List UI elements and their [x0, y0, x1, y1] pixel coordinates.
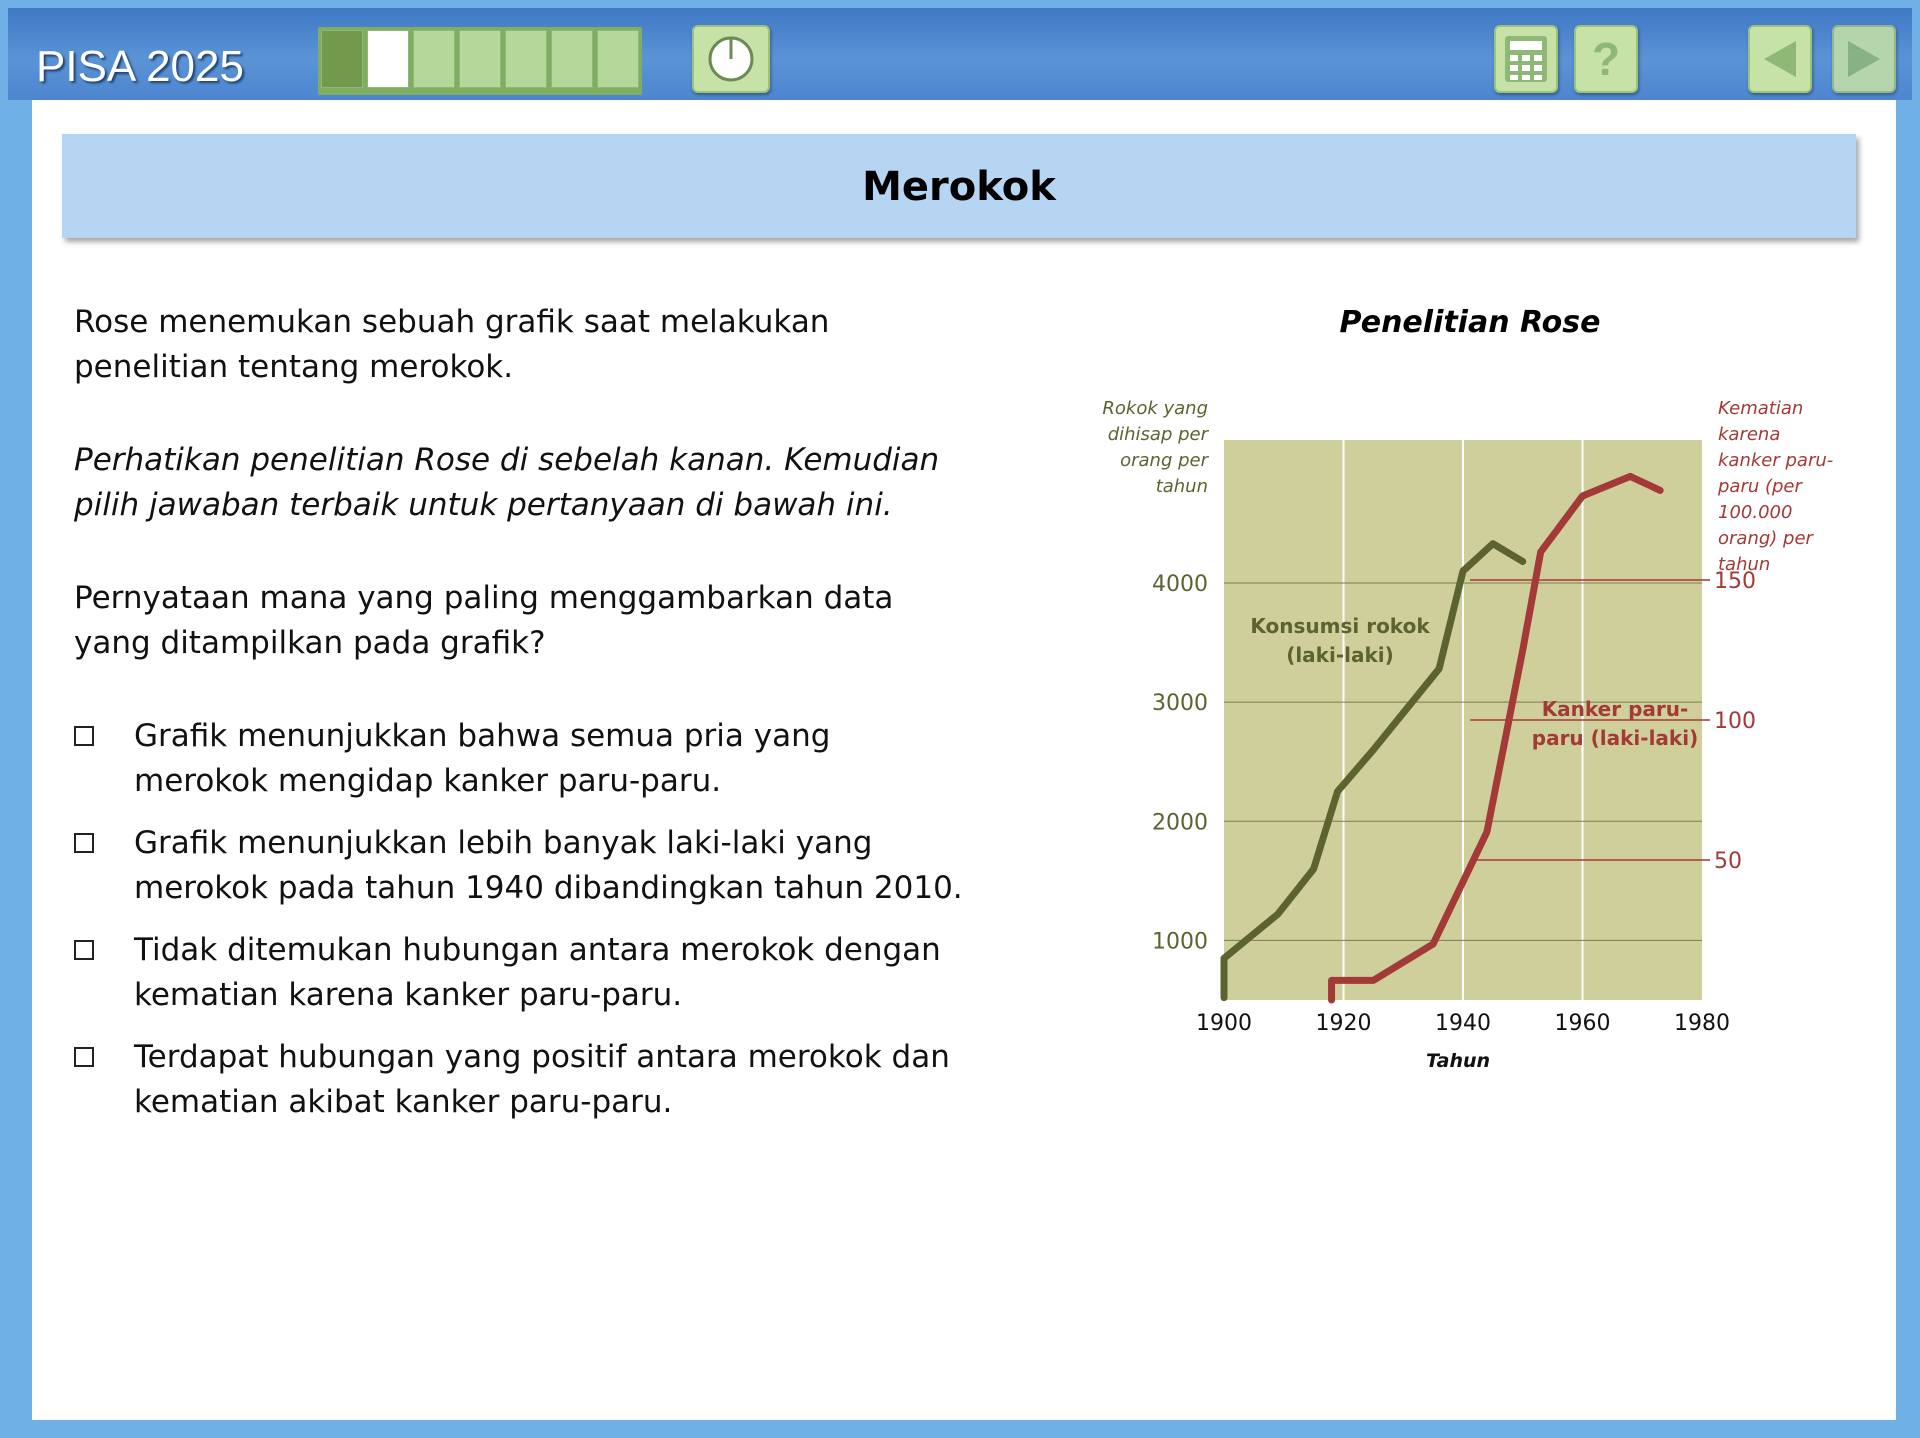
- progress-cell: [551, 30, 593, 88]
- left-axis-label: Rokok yang: [1102, 398, 1208, 419]
- left-tick-label: 2000: [1152, 810, 1208, 836]
- series-label-cigarettes: (laki-laki): [1286, 643, 1394, 667]
- left-axis-label: dihisap per: [1107, 424, 1208, 445]
- right-tick-label: 100: [1714, 709, 1756, 734]
- next-arrow-icon: [1842, 37, 1886, 81]
- x-axis-label: Tahun: [1425, 1050, 1491, 1072]
- progress-cell: [321, 30, 363, 88]
- right-axis-label: orang) per: [1718, 528, 1813, 549]
- back-button[interactable]: [1748, 25, 1812, 93]
- left-tick-label: 3000: [1152, 691, 1208, 717]
- option-checkbox[interactable]: [74, 1047, 94, 1067]
- progress-indicator: [318, 27, 642, 95]
- option-checkbox[interactable]: [74, 726, 94, 746]
- option-label-line: merokok mengidap kanker paru-paru.: [134, 763, 722, 799]
- calculator-icon: [1503, 34, 1549, 84]
- instruction-line: Perhatikan penelitian Rose di sebelah kanan. Kemudian: [74, 442, 940, 478]
- timer-icon: [705, 33, 757, 85]
- chart-container: [1090, 300, 1850, 1100]
- x-tick-label: 1980: [1674, 1011, 1730, 1036]
- brand-title: PISA 2025: [36, 42, 244, 91]
- option-checkbox[interactable]: [74, 833, 94, 853]
- progress-cell: [367, 30, 409, 88]
- option-label-line: kematian akibat kanker paru-paru.: [134, 1084, 673, 1120]
- right-tick-label: 150: [1714, 569, 1756, 594]
- option-label-line: Grafik menunjukkan bahwa semua pria yang: [134, 718, 831, 754]
- option-label: [134, 1035, 1034, 1125]
- timer-button[interactable]: [692, 25, 770, 93]
- option-label-line: kematian karena kanker paru-paru.: [134, 977, 683, 1013]
- right-tick-label: 50: [1714, 849, 1742, 874]
- page-title: Merokok: [862, 164, 1056, 210]
- intro-line: penelitian tentang merokok.: [74, 349, 514, 385]
- right-axis-label: tahun: [1718, 554, 1771, 575]
- chart-title: Penelitian Rose: [1339, 305, 1601, 340]
- line-chart: [1090, 300, 1850, 1100]
- right-axis-label: 100.000: [1718, 502, 1793, 523]
- right-axis-label: kanker paru-: [1718, 450, 1834, 471]
- x-tick-label: 1940: [1435, 1011, 1491, 1036]
- intro-text: [74, 300, 829, 390]
- option-label: [134, 928, 1034, 1018]
- series-label-cigarettes: Konsumsi rokok: [1250, 614, 1430, 638]
- option-label: [134, 821, 1034, 911]
- title-banner: [62, 134, 1856, 238]
- x-tick-label: 1900: [1196, 1011, 1252, 1036]
- question-line: yang ditampilkan pada grafik?: [74, 625, 546, 661]
- x-tick-label: 1960: [1554, 1011, 1611, 1036]
- help-button[interactable]: [1574, 25, 1638, 93]
- calculator-button[interactable]: [1494, 25, 1558, 93]
- next-button[interactable]: [1832, 25, 1896, 93]
- right-axis-label: paru (per: [1718, 476, 1802, 497]
- question-line: Pernyataan mana yang paling menggambarkan data: [74, 580, 894, 616]
- option-label-line: Grafik menunjukkan lebih banyak laki-laki yang: [134, 825, 873, 861]
- progress-cell: [459, 30, 501, 88]
- left-tick-label: 4000: [1152, 571, 1208, 597]
- instruction-text: [74, 438, 939, 528]
- question-text: [74, 576, 893, 666]
- progress-cell: [597, 30, 639, 88]
- left-axis-label: orang per: [1120, 450, 1208, 471]
- instruction-line: pilih jawaban terbaik untuk pertanyaan di bawah ini.: [74, 487, 893, 523]
- intro-line: Rose menemukan sebuah grafik saat melakukan: [74, 304, 830, 340]
- x-tick-label: 1920: [1315, 1011, 1372, 1036]
- option-checkbox[interactable]: [74, 940, 94, 960]
- left-tick-label: 1000: [1152, 929, 1208, 955]
- option-label-line: Tidak ditemukan hubungan antara merokok dengan: [134, 932, 941, 968]
- option-label-line: Terdapat hubungan yang positif antara merokok dan: [134, 1039, 950, 1075]
- option-label: [134, 714, 1034, 804]
- right-axis-label: karena: [1718, 424, 1781, 445]
- option-label-line: merokok pada tahun 1940 dibandingkan tahun 2010.: [134, 870, 963, 906]
- back-arrow-icon: [1758, 37, 1802, 81]
- right-axis-label: Kematian: [1718, 398, 1804, 419]
- series-label-lung-cancer: paru (laki-laki): [1531, 726, 1699, 750]
- left-axis-label: tahun: [1155, 476, 1208, 497]
- progress-cell: [505, 30, 547, 88]
- series-label-lung-cancer: Kanker paru-: [1541, 697, 1689, 721]
- help-icon: ?: [1591, 33, 1621, 85]
- progress-cell: [413, 30, 455, 88]
